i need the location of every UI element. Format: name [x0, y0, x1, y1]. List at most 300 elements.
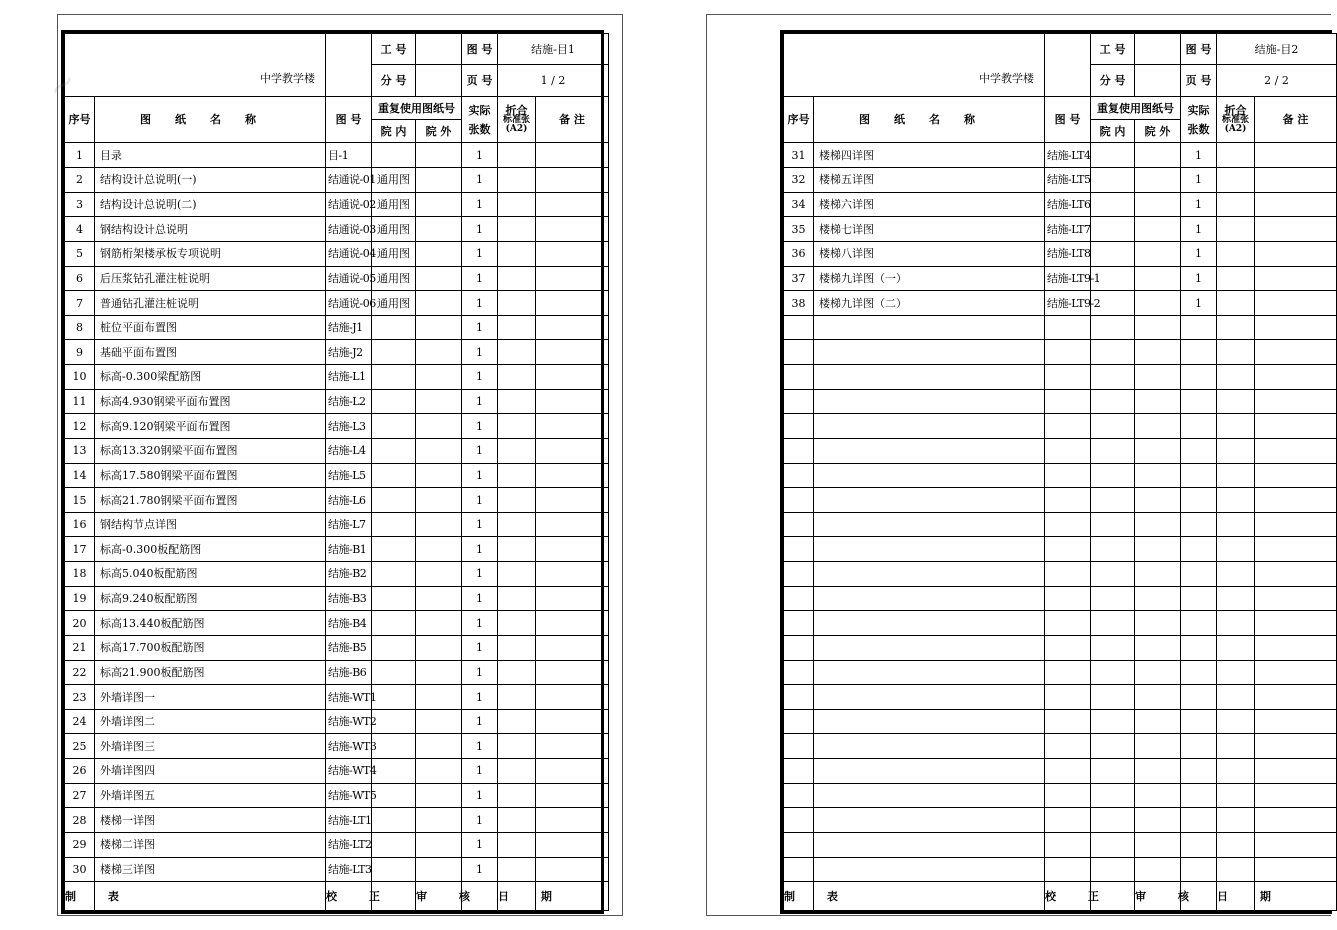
row-count: 1: [1181, 266, 1217, 291]
row-seq: 10: [65, 365, 95, 390]
row-fold: [1217, 734, 1255, 759]
row-reuse-outside: [1135, 241, 1181, 266]
table-row: [65, 438, 609, 463]
row-count: [1181, 586, 1217, 611]
row-seq: [784, 857, 814, 882]
sub-no-value: [1135, 65, 1181, 96]
row-code: [1045, 389, 1091, 414]
row-seq: 35: [784, 217, 814, 242]
row-seq: [784, 389, 814, 414]
row-name: 结构设计总说明(一): [95, 168, 326, 193]
row-reuse-outside: [416, 586, 462, 611]
row-fold: [1217, 759, 1255, 784]
table-row: [65, 808, 609, 833]
row-code: 结通说-04: [326, 241, 372, 266]
row-seq: 38: [784, 291, 814, 316]
row-reuse-inside: [372, 857, 416, 882]
row-reuse-outside: [416, 512, 462, 537]
inside-header: 院 内: [1091, 120, 1135, 143]
row-reuse-inside: [1091, 488, 1135, 513]
row-count: [1181, 808, 1217, 833]
row-count: 1: [462, 315, 498, 340]
row-name: [814, 808, 1045, 833]
table-row: [65, 291, 609, 316]
row-name: 外墙详图三: [95, 734, 326, 759]
row-fold: [498, 266, 536, 291]
row-remark: [1255, 734, 1337, 759]
table-row: [65, 463, 609, 488]
row-name: 普通钻孔灌注桩说明: [95, 291, 326, 316]
row-fold: [1217, 832, 1255, 857]
row-seq: 13: [65, 438, 95, 463]
table-row: [784, 660, 1337, 685]
row-reuse-inside: [1091, 611, 1135, 636]
row-fold: [498, 734, 536, 759]
row-reuse-inside: [1091, 685, 1135, 710]
row-name: 外墙详图一: [95, 685, 326, 710]
row-remark: [536, 734, 609, 759]
row-seq: [784, 488, 814, 513]
row-remark: [536, 266, 609, 291]
row-seq: 14: [65, 463, 95, 488]
row-fold: [498, 192, 536, 217]
row-reuse-outside: [1135, 414, 1181, 439]
row-seq: 28: [65, 808, 95, 833]
row-count: [1181, 857, 1217, 882]
row-name: 目录: [95, 143, 326, 168]
row-name: 楼梯一详图: [95, 808, 326, 833]
row-remark: [536, 192, 609, 217]
row-seq: [784, 315, 814, 340]
row-name: 基础平面布置图: [95, 340, 326, 365]
row-reuse-inside: [1091, 562, 1135, 587]
table-row: [784, 488, 1337, 513]
row-count: 1: [462, 537, 498, 562]
row-count: [1181, 488, 1217, 513]
row-reuse-inside: [372, 438, 416, 463]
row-code: [1045, 611, 1091, 636]
row-seq: [784, 783, 814, 808]
row-reuse-inside: [1091, 192, 1135, 217]
row-fold: [498, 315, 536, 340]
row-reuse-inside: [1091, 635, 1135, 660]
row-reuse-inside: [372, 340, 416, 365]
row-count: [1181, 512, 1217, 537]
row-reuse-outside: [1135, 562, 1181, 587]
row-reuse-outside: [416, 734, 462, 759]
row-count: 1: [1181, 217, 1217, 242]
row-reuse-inside: [372, 365, 416, 390]
table-row: [784, 832, 1337, 857]
title-blank: [326, 34, 372, 97]
row-remark: [536, 783, 609, 808]
row-seq: 25: [65, 734, 95, 759]
row-seq: 4: [65, 217, 95, 242]
sub-no-label: 分 号: [1091, 65, 1135, 96]
row-count: [1181, 783, 1217, 808]
row-fold: [498, 709, 536, 734]
row-count: 1: [462, 611, 498, 636]
row-code: [1045, 832, 1091, 857]
row-reuse-inside: [1091, 808, 1135, 833]
row-name: 标高-0.300板配筋图: [95, 537, 326, 562]
row-code: 结施-LT9-2: [1045, 291, 1091, 316]
row-fold: [498, 562, 536, 587]
drawing-no-value: 结施-目2: [1217, 34, 1337, 65]
table-row: [65, 734, 609, 759]
row-code: 结施-L5: [326, 463, 372, 488]
row-seq: 23: [65, 685, 95, 710]
row-code: 结施-LT1: [326, 808, 372, 833]
row-count: [1181, 537, 1217, 562]
row-reuse-inside: [1091, 586, 1135, 611]
row-count: 1: [462, 709, 498, 734]
row-code: 结通说-02: [326, 192, 372, 217]
drawing-index-table: [64, 33, 609, 911]
row-fold: [498, 512, 536, 537]
row-reuse-inside: [1091, 389, 1135, 414]
table-row: [784, 783, 1337, 808]
table-row: [65, 685, 609, 710]
index-sheet-2: [706, 14, 1331, 916]
row-remark: [536, 586, 609, 611]
row-code: 结施-LT4: [1045, 143, 1091, 168]
row-reuse-outside: [1135, 808, 1181, 833]
table-row: [65, 365, 609, 390]
row-count: [1181, 463, 1217, 488]
row-code: 结通说-01: [326, 168, 372, 193]
row-remark: [1255, 192, 1337, 217]
row-remark: [1255, 562, 1337, 587]
row-fold: [1217, 389, 1255, 414]
page-no-label: 页 号: [1181, 65, 1217, 96]
row-reuse-outside: [416, 241, 462, 266]
row-remark: [1255, 783, 1337, 808]
table-row: [784, 340, 1337, 365]
remark-header: 备 注: [1255, 96, 1337, 143]
actual-count-header: 实际 张数: [1181, 96, 1217, 143]
row-name: 结构设计总说明(二): [95, 192, 326, 217]
table-row: [65, 266, 609, 291]
row-seq: [784, 635, 814, 660]
row-fold: [1217, 611, 1255, 636]
row-count: [1181, 832, 1217, 857]
row-code: 目-1: [326, 143, 372, 168]
row-reuse-inside: [372, 832, 416, 857]
row-reuse-inside: 通用图: [372, 168, 416, 193]
row-reuse-inside: [372, 414, 416, 439]
table-row: [65, 241, 609, 266]
row-remark: [536, 365, 609, 390]
row-seq: 7: [65, 291, 95, 316]
row-fold: [1217, 315, 1255, 340]
row-reuse-outside: [1135, 635, 1181, 660]
row-fold: [498, 685, 536, 710]
row-reuse-outside: [1135, 685, 1181, 710]
row-count: [1181, 562, 1217, 587]
row-fold: [1217, 168, 1255, 193]
row-reuse-inside: [1091, 537, 1135, 562]
row-fold: [1217, 143, 1255, 168]
row-seq: [784, 463, 814, 488]
row-fold: [498, 759, 536, 784]
row-name: [814, 340, 1045, 365]
row-reuse-outside: [416, 759, 462, 784]
row-code: 结施-WT1: [326, 685, 372, 710]
row-remark: [1255, 438, 1337, 463]
row-remark: [536, 857, 609, 882]
row-code: [1045, 709, 1091, 734]
row-reuse-inside: [372, 537, 416, 562]
row-name: [814, 414, 1045, 439]
drawing-index-table: [783, 33, 1337, 911]
row-count: [1181, 759, 1217, 784]
row-count: 1: [462, 857, 498, 882]
date-label: 日 期: [1217, 882, 1255, 911]
row-count: 1: [462, 512, 498, 537]
row-seq: [784, 438, 814, 463]
row-name: [814, 438, 1045, 463]
row-count: [1181, 414, 1217, 439]
row-code: [1045, 759, 1091, 784]
row-name: 标高4.930钢梁平面布置图: [95, 389, 326, 414]
row-name: 外墙详图四: [95, 759, 326, 784]
row-name: 标高21.780钢梁平面布置图: [95, 488, 326, 513]
row-fold: [498, 488, 536, 513]
row-reuse-outside: [1135, 611, 1181, 636]
row-name: 标高17.700板配筋图: [95, 635, 326, 660]
page-no-label: 页 号: [462, 65, 498, 96]
table-row: [65, 315, 609, 340]
row-fold: [1217, 808, 1255, 833]
row-reuse-outside: [1135, 734, 1181, 759]
row-count: [1181, 340, 1217, 365]
table-row: [65, 611, 609, 636]
row-count: 1: [462, 168, 498, 193]
table-row: [784, 537, 1337, 562]
row-fold: [1217, 635, 1255, 660]
seq-header: 序号: [784, 96, 814, 143]
row-remark: [536, 340, 609, 365]
row-remark: [536, 759, 609, 784]
table-row: [65, 389, 609, 414]
table-row: [65, 759, 609, 784]
row-reuse-inside: [1091, 709, 1135, 734]
row-seq: 1: [65, 143, 95, 168]
name-header: 图纸名称: [814, 96, 1045, 143]
row-count: 1: [462, 759, 498, 784]
row-name: 标高13.440板配筋图: [95, 611, 326, 636]
table-row: [784, 857, 1337, 882]
row-code: [1045, 512, 1091, 537]
row-count: 1: [462, 217, 498, 242]
row-fold: [498, 832, 536, 857]
row-seq: [784, 734, 814, 759]
row-reuse-inside: [372, 709, 416, 734]
row-reuse-inside: [372, 685, 416, 710]
row-name: 标高-0.300梁配筋图: [95, 365, 326, 390]
row-reuse-inside: [372, 389, 416, 414]
table-row: [784, 512, 1337, 537]
row-reuse-outside: [416, 315, 462, 340]
row-reuse-outside: [416, 340, 462, 365]
row-seq: 30: [65, 857, 95, 882]
row-reuse-outside: [416, 217, 462, 242]
title-blank: [1045, 34, 1091, 97]
row-remark: [1255, 168, 1337, 193]
row-fold: [1217, 488, 1255, 513]
row-code: 结通说-06: [326, 291, 372, 316]
name-header: 图纸名称: [95, 96, 326, 143]
row-seq: [784, 537, 814, 562]
row-reuse-inside: [1091, 759, 1135, 784]
row-code: 结施-L4: [326, 438, 372, 463]
row-remark: [1255, 611, 1337, 636]
sub-no-value: [416, 65, 462, 96]
row-fold: [1217, 857, 1255, 882]
row-reuse-outside: [1135, 709, 1181, 734]
row-seq: [784, 414, 814, 439]
row-seq: 29: [65, 832, 95, 857]
row-reuse-inside: [1091, 168, 1135, 193]
row-fold: [498, 389, 536, 414]
row-name: [814, 783, 1045, 808]
table-row: [784, 463, 1337, 488]
row-code: [1045, 734, 1091, 759]
row-remark: [1255, 709, 1337, 734]
row-fold: [498, 537, 536, 562]
table-row: [784, 734, 1337, 759]
row-reuse-outside: [416, 832, 462, 857]
row-reuse-inside: [372, 463, 416, 488]
row-code: [1045, 537, 1091, 562]
row-reuse-outside: [416, 192, 462, 217]
row-reuse-inside: [1091, 143, 1135, 168]
row-reuse-outside: [416, 660, 462, 685]
row-count: 1: [462, 291, 498, 316]
project-title: 中学教学楼: [784, 34, 1045, 97]
row-name: 标高5.040板配筋图: [95, 562, 326, 587]
row-seq: 16: [65, 512, 95, 537]
table-row: [65, 635, 609, 660]
date-label: 日 期: [498, 882, 536, 911]
row-reuse-inside: [372, 143, 416, 168]
row-remark: [1255, 832, 1337, 857]
row-seq: 32: [784, 168, 814, 193]
row-reuse-inside: [1091, 832, 1135, 857]
row-remark: [1255, 685, 1337, 710]
drawing-no-value: 结施-目1: [498, 34, 609, 65]
row-fold: [498, 241, 536, 266]
row-remark: [1255, 291, 1337, 316]
table-row: [65, 488, 609, 513]
row-reuse-inside: [372, 562, 416, 587]
row-seq: 17: [65, 537, 95, 562]
row-count: 1: [462, 365, 498, 390]
row-remark: [1255, 414, 1337, 439]
row-count: 1: [462, 143, 498, 168]
row-count: 1: [1181, 291, 1217, 316]
row-name: 楼梯九详图（一）: [814, 266, 1045, 291]
row-code: [1045, 635, 1091, 660]
row-code: 结施-WT3: [326, 734, 372, 759]
row-fold: [498, 291, 536, 316]
row-name: [814, 832, 1045, 857]
row-code: [1045, 414, 1091, 439]
row-reuse-inside: [372, 734, 416, 759]
row-reuse-outside: [1135, 488, 1181, 513]
row-code: 结施-L6: [326, 488, 372, 513]
table-row: [65, 143, 609, 168]
row-name: 桩位平面布置图: [95, 315, 326, 340]
row-code: [1045, 562, 1091, 587]
inside-header: 院 内: [372, 120, 416, 143]
row-name: 后压浆钻孔灌注桩说明: [95, 266, 326, 291]
row-fold: [498, 783, 536, 808]
row-count: 1: [462, 685, 498, 710]
row-reuse-inside: [372, 759, 416, 784]
row-name: 标高9.240板配筋图: [95, 586, 326, 611]
row-remark: [1255, 635, 1337, 660]
sub-no-label: 分 号: [372, 65, 416, 96]
row-count: [1181, 389, 1217, 414]
row-code: 结施-LT3: [326, 857, 372, 882]
row-reuse-outside: [1135, 783, 1181, 808]
row-name: 楼梯八详图: [814, 241, 1045, 266]
row-remark: [1255, 217, 1337, 242]
row-count: 1: [462, 414, 498, 439]
row-name: 楼梯二详图: [95, 832, 326, 857]
row-remark: [536, 660, 609, 685]
row-reuse-outside: [1135, 537, 1181, 562]
row-code: 结施-LT8: [1045, 241, 1091, 266]
row-fold: [1217, 512, 1255, 537]
row-count: 1: [462, 192, 498, 217]
row-name: 标高21.900板配筋图: [95, 660, 326, 685]
row-code: 结施-B1: [326, 537, 372, 562]
row-seq: 36: [784, 241, 814, 266]
row-remark: [1255, 660, 1337, 685]
row-name: [814, 512, 1045, 537]
row-name: 钢结构设计总说明: [95, 217, 326, 242]
row-reuse-outside: [1135, 315, 1181, 340]
row-count: 1: [462, 635, 498, 660]
table-row: [784, 291, 1337, 316]
row-count: [1181, 660, 1217, 685]
row-remark: [536, 463, 609, 488]
row-code: 结施-LT5: [1045, 168, 1091, 193]
row-reuse-outside: [1135, 389, 1181, 414]
row-fold: [1217, 783, 1255, 808]
row-remark: [1255, 315, 1337, 340]
row-name: 楼梯六详图: [814, 192, 1045, 217]
row-seq: 20: [65, 611, 95, 636]
review-label: 审 核: [1135, 882, 1181, 911]
row-count: 1: [462, 241, 498, 266]
row-remark: [536, 241, 609, 266]
row-count: 1: [1181, 192, 1217, 217]
row-name: [814, 488, 1045, 513]
row-remark: [1255, 808, 1337, 833]
row-name: 外墙详图二: [95, 709, 326, 734]
table-row: [65, 660, 609, 685]
row-remark: [536, 512, 609, 537]
row-fold: [1217, 438, 1255, 463]
row-name: 钢结构节点详图: [95, 512, 326, 537]
row-name: 外墙详图五: [95, 783, 326, 808]
row-seq: 24: [65, 709, 95, 734]
row-reuse-inside: [1091, 783, 1135, 808]
